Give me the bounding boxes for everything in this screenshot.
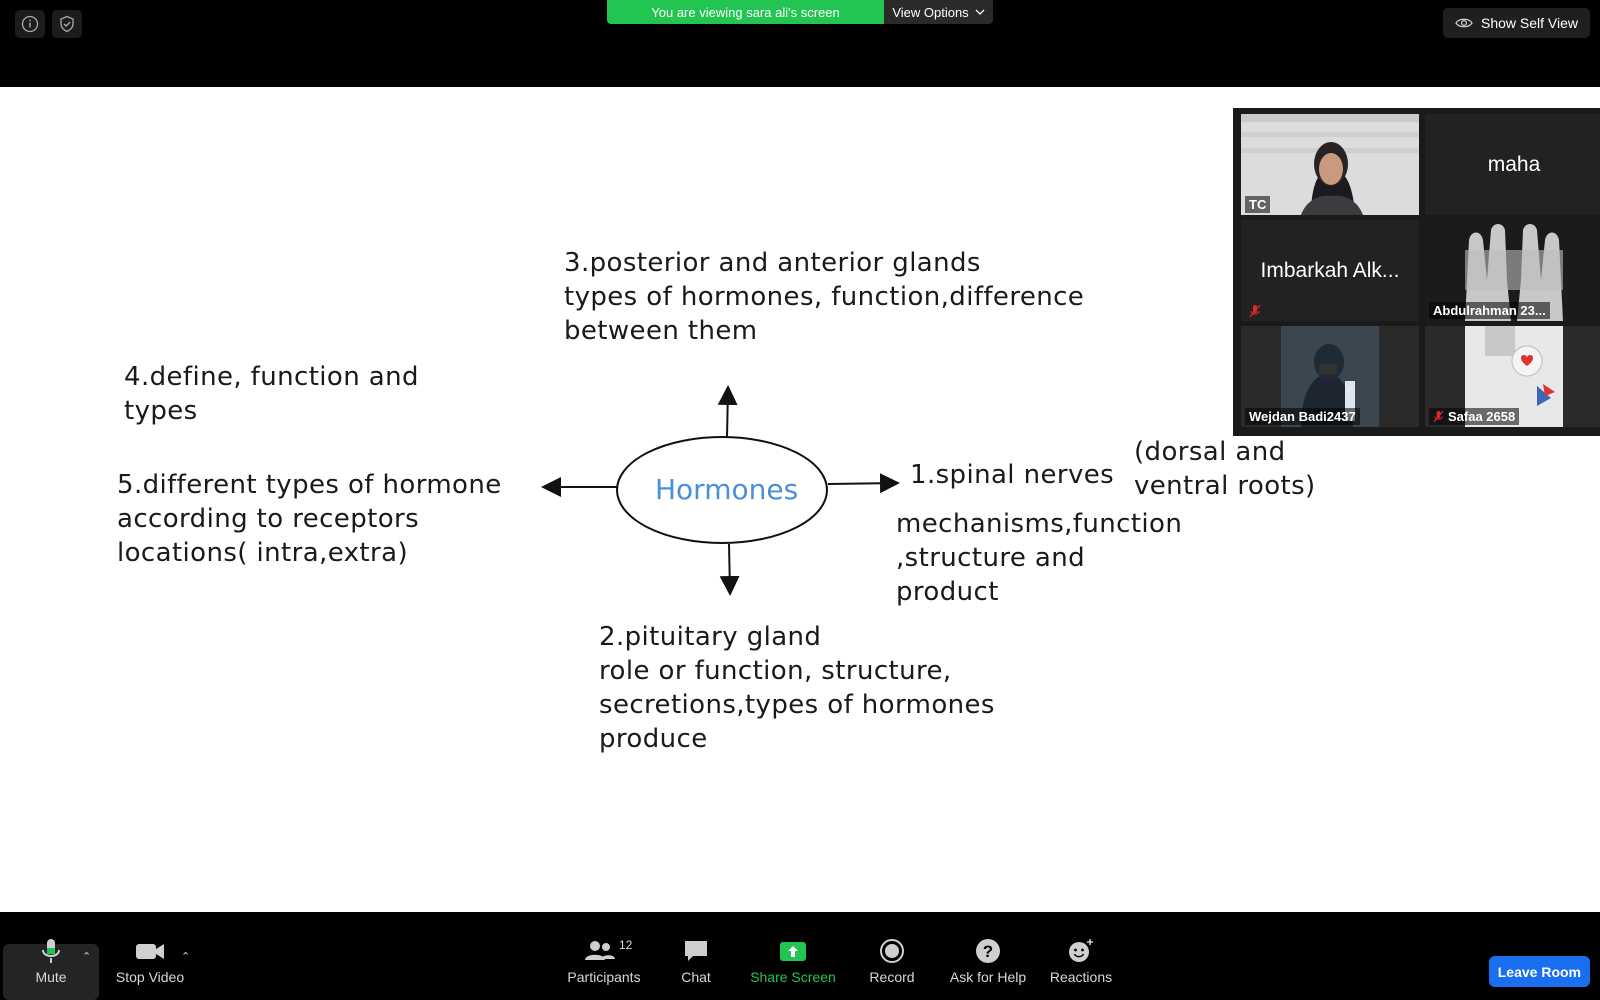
arrow-down — [729, 544, 730, 592]
leave-room-button[interactable]: Leave Room — [1489, 956, 1590, 987]
record-label: Record — [869, 969, 915, 985]
arrow-right — [828, 483, 896, 484]
show-self-view-button[interactable] — [1443, 8, 1590, 38]
participant-tile[interactable] — [1241, 326, 1419, 427]
participant-name: Abdulrahman 23... — [1429, 302, 1550, 319]
audio-options-caret[interactable]: ⌃ — [82, 951, 92, 963]
mute-button[interactable] — [25, 938, 77, 998]
svg-text:?: ? — [982, 942, 994, 961]
share-screen-icon — [779, 938, 807, 964]
hormones-center-label: Hormones — [655, 473, 799, 506]
security-button[interactable] — [52, 10, 82, 38]
participant-name: Wejdan Badi2437 — [1245, 408, 1360, 425]
participants-count: 12 — [619, 938, 633, 952]
topic-1-note: (dorsal and ventral roots) — [1134, 437, 1316, 501]
participant-name: Imbarkah Alk... — [1260, 258, 1400, 282]
view-options-button[interactable] — [884, 0, 993, 24]
mic-muted-icon — [1249, 304, 1261, 318]
video-camera-icon — [135, 938, 165, 964]
chat-button[interactable] — [676, 938, 716, 998]
participant-tile[interactable] — [1241, 114, 1419, 215]
question-icon — [975, 938, 1001, 964]
topic-2-text: 2.pituitary gland role or function, structure, secretions,types of hormones produce — [599, 622, 995, 754]
view-options-label: View Options — [892, 4, 969, 20]
participant-tile[interactable] — [1425, 114, 1600, 215]
show-self-view-label: Show Self View — [1480, 15, 1578, 31]
participants-button[interactable] — [566, 938, 642, 998]
arrow-up — [727, 389, 728, 437]
microphone-icon — [40, 938, 62, 964]
participant-tile[interactable] — [1241, 220, 1419, 321]
ask-for-help-label: Ask for Help — [949, 969, 1027, 985]
participants-icon-group — [584, 938, 633, 964]
participant-tile[interactable] — [1425, 326, 1600, 427]
participant-name: Safaa 2658 — [1429, 408, 1519, 425]
sharing-banner-text: You are viewing sara ali's screen — [607, 0, 884, 24]
topic-3-text: 3.posterior and anterior glands types of hormones, function,difference between them — [564, 248, 1085, 346]
stop-video-button[interactable] — [112, 938, 191, 998]
info-button[interactable] — [15, 10, 45, 38]
chevron-down-icon — [975, 9, 985, 15]
participant-name: TC — [1245, 196, 1270, 213]
mute-label: Mute — [35, 969, 67, 985]
participant-tile[interactable] — [1425, 220, 1600, 321]
stop-video-label: Stop Video — [115, 969, 185, 985]
topic-5-text: 5.different types of hormone according to receptors locations( intra,extra) — [117, 470, 502, 568]
reactions-label: Reactions — [1049, 969, 1113, 985]
share-screen-button[interactable] — [749, 938, 837, 998]
share-screen-label: Share Screen — [750, 969, 836, 985]
reactions-button[interactable] — [1049, 938, 1113, 998]
topic-1-text: 1.spinal nerves — [910, 460, 1115, 490]
eye-icon — [1455, 17, 1473, 29]
video-options-caret[interactable]: ⌃ — [181, 951, 191, 963]
participants-icon — [584, 938, 616, 964]
ask-for-help-button[interactable] — [945, 938, 1031, 998]
chat-label: Chat — [681, 969, 711, 985]
participant-status — [1245, 303, 1265, 319]
participants-label: Participants — [567, 969, 641, 985]
meeting-toolbar — [0, 912, 1600, 1000]
top-bar — [0, 0, 1600, 87]
info-icon — [21, 15, 39, 33]
topic-1-detail: mechanisms,function ,structure and product — [896, 509, 1183, 607]
topic-4-text: 4.define, function and types — [124, 362, 419, 426]
record-icon — [879, 938, 905, 964]
mic-muted-icon — [1433, 410, 1444, 423]
sharing-banner — [607, 0, 993, 24]
record-button[interactable] — [866, 938, 918, 998]
chat-bubble-icon — [683, 938, 709, 964]
participant-gallery[interactable] — [1233, 108, 1600, 436]
shield-check-icon — [58, 15, 76, 33]
participant-name: maha — [1487, 152, 1541, 176]
smiley-plus-icon — [1067, 938, 1095, 964]
